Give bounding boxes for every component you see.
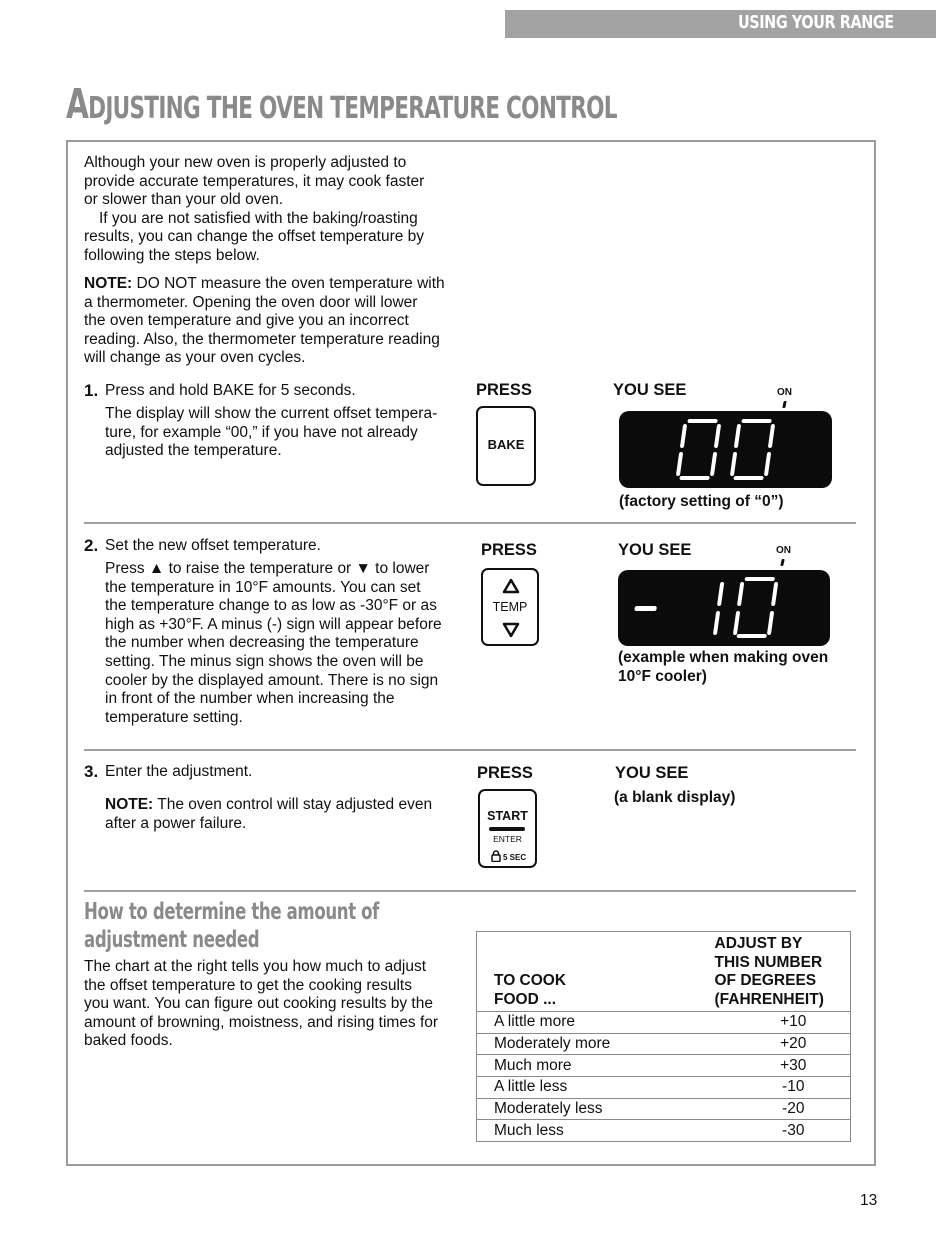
note-label: NOTE:: [84, 275, 133, 292]
howto-line: the offset temperature to get the cooking results: [84, 976, 412, 994]
header-line: THIS NUMBER: [714, 953, 823, 971]
note-line: will change as your oven cycles.: [84, 349, 306, 367]
step-2-line: Press ▲ to raise the temperature or ▼ to lower: [105, 560, 430, 577]
page-title-initial: A: [66, 80, 89, 128]
step-2-line: high as +30°F. A minus (-) sign will appear before: [105, 615, 442, 633]
step-divider: [84, 749, 856, 751]
intro-line: Although your new oven is properly adjusted to: [84, 154, 407, 171]
table-row: [477, 1120, 851, 1142]
row-value: -10: [697, 1077, 851, 1099]
table-row: [477, 1098, 851, 1120]
page-title-rest: DJUSTING THE OVEN TEMPERATURE CONTROL: [88, 91, 617, 126]
step-1-number: 1.: [84, 381, 99, 400]
step-1-press-label: PRESS: [476, 381, 532, 399]
step-1-caption: (factory setting of “0”): [619, 493, 784, 510]
note-line: the oven temperature and give you an incorrect: [84, 312, 409, 330]
step-2-you-see-label: YOU SEE: [618, 541, 692, 559]
step-1-title: Press and hold BAKE for 5 seconds.: [105, 382, 356, 399]
table-row: [477, 1055, 851, 1077]
lock-icon: [491, 850, 501, 862]
enter-key-label: ENTER: [493, 834, 522, 844]
section-divider: [84, 890, 856, 892]
step-1-line: The display will show the current offset tempera-: [105, 405, 438, 422]
step-3-caption: (a blank display): [614, 789, 736, 806]
step-3-you-see-label: YOU SEE: [615, 764, 689, 782]
howto-heading-line: How to determine the amount of: [84, 899, 380, 925]
intro-line: or slower than your old oven.: [84, 191, 284, 209]
step-2-caption-line: (example when making oven: [618, 649, 829, 666]
start-key-bar: [489, 827, 525, 831]
note-line: a thermometer. Opening the oven door will lower: [84, 293, 418, 311]
lock-duration-label: 5 SEC: [503, 853, 527, 862]
row-value: +20: [697, 1033, 851, 1055]
intro-line: If you are not satisfied with the baking/roasting: [99, 209, 418, 227]
note-paragraph: [84, 275, 445, 368]
page-number: 13: [860, 1192, 878, 1209]
step-2-title: Set the new offset temperature.: [105, 537, 321, 554]
intro-line: provide accurate temperatures, it may cook faster: [84, 172, 425, 190]
table-header-row: [477, 932, 851, 1012]
step-2-on-label: ON: [776, 545, 791, 556]
howto-heading: [84, 898, 379, 954]
step-2-description: [105, 560, 442, 727]
step-2-line: the temperature in 10°F amounts. You can set: [105, 578, 421, 596]
howto-line: amount of browning, moistness, and rising times for: [84, 1013, 439, 1031]
intro-line: following the steps below.: [84, 246, 260, 264]
table-row: [477, 1033, 851, 1055]
row-label: Much less: [477, 1120, 697, 1142]
step-2-line: temperature setting.: [105, 708, 243, 726]
step-2-display: [618, 570, 830, 646]
note-line: reading. Also, the thermometer temperature reading: [84, 330, 440, 348]
step-3-note: [105, 796, 432, 833]
row-label: Moderately more: [477, 1033, 697, 1055]
table-header-cook: [477, 932, 697, 1012]
section-header-bar: [505, 10, 936, 38]
step-2-line: the temperature change to as low as -30°F or as: [105, 597, 437, 615]
step-2-caption-line: 10°F cooler): [618, 668, 707, 685]
row-label: A little less: [477, 1077, 697, 1099]
howto-line: baked foods.: [84, 1032, 173, 1050]
header-line: (FAHRENHEIT): [714, 990, 824, 1008]
step-3-number: 3.: [84, 762, 99, 781]
step-3-note-label: NOTE:: [105, 796, 154, 813]
row-value: +30: [697, 1055, 851, 1077]
intro-paragraph: [84, 154, 424, 266]
step-2-line: the number when decreasing the temperature: [105, 634, 419, 652]
note-text: DO NOT measure the oven temperature with: [132, 275, 445, 292]
step-divider: [84, 522, 856, 524]
start-key-label: START: [487, 809, 528, 823]
intro-line: results, you can change the offset temperature by: [84, 228, 425, 246]
step-3-note-line: after a power failure.: [105, 814, 247, 832]
howto-paragraph: [84, 958, 438, 1051]
step-2-line: in front of the number when increasing the: [105, 690, 395, 708]
start-enter-key[interactable]: [478, 789, 537, 868]
section-header-text: USING YOUR RANGE: [738, 12, 894, 33]
row-value: -20: [697, 1098, 851, 1120]
arrow-up-icon[interactable]: [502, 578, 520, 594]
step-1-line: adjusted the temperature.: [105, 442, 282, 460]
howto-heading-line: adjustment needed: [84, 927, 260, 953]
page-title: [66, 80, 617, 128]
step-1-on-label: ON: [777, 387, 792, 398]
row-value: -30: [697, 1120, 851, 1142]
table-header-adjust: [697, 932, 851, 1012]
step-1-display: [619, 411, 832, 488]
row-value: +10: [697, 1012, 851, 1034]
row-label: Moderately less: [477, 1098, 697, 1120]
table-row: [477, 1077, 851, 1099]
step-3-press-label: PRESS: [477, 764, 533, 782]
temp-key-label: TEMP: [492, 600, 528, 614]
step-3-note-text: The oven control will stay adjusted even: [153, 796, 433, 813]
step-2-number: 2.: [84, 536, 99, 555]
step-2-line: setting. The minus sign shows the oven will be: [105, 652, 424, 670]
step-3-title: Enter the adjustment.: [105, 763, 253, 780]
temp-key[interactable]: [481, 568, 539, 646]
step-2-press-label: PRESS: [481, 541, 537, 559]
step-2-caption: [618, 648, 828, 686]
step-1-line: ture, for example “00,” if you have not already: [105, 423, 418, 441]
header-line: ADJUST BY: [714, 935, 803, 952]
howto-line: you want. You can figure out cooking results by the: [84, 995, 433, 1013]
step-1-description: [105, 405, 437, 461]
bake-key-label: BAKE: [487, 437, 525, 452]
row-label: A little more: [477, 1012, 697, 1034]
arrow-down-icon[interactable]: [502, 622, 520, 638]
header-line: OF DEGREES: [714, 972, 817, 989]
table-row: [477, 1012, 851, 1034]
step-1-you-see-label: YOU SEE: [613, 381, 687, 399]
display-digits-minus-10: [618, 570, 830, 646]
row-label: Much more: [477, 1055, 697, 1077]
step-2-line: cooler by the displayed amount. There is no sign: [105, 671, 439, 689]
display-digits-00: [619, 411, 832, 488]
howto-line: The chart at the right tells you how much to adjust: [84, 958, 427, 975]
header-line: FOOD ...: [494, 990, 556, 1008]
header-line: TO COOK: [494, 972, 567, 989]
adjustment-table: [476, 931, 851, 1142]
bake-key[interactable]: [476, 406, 536, 486]
